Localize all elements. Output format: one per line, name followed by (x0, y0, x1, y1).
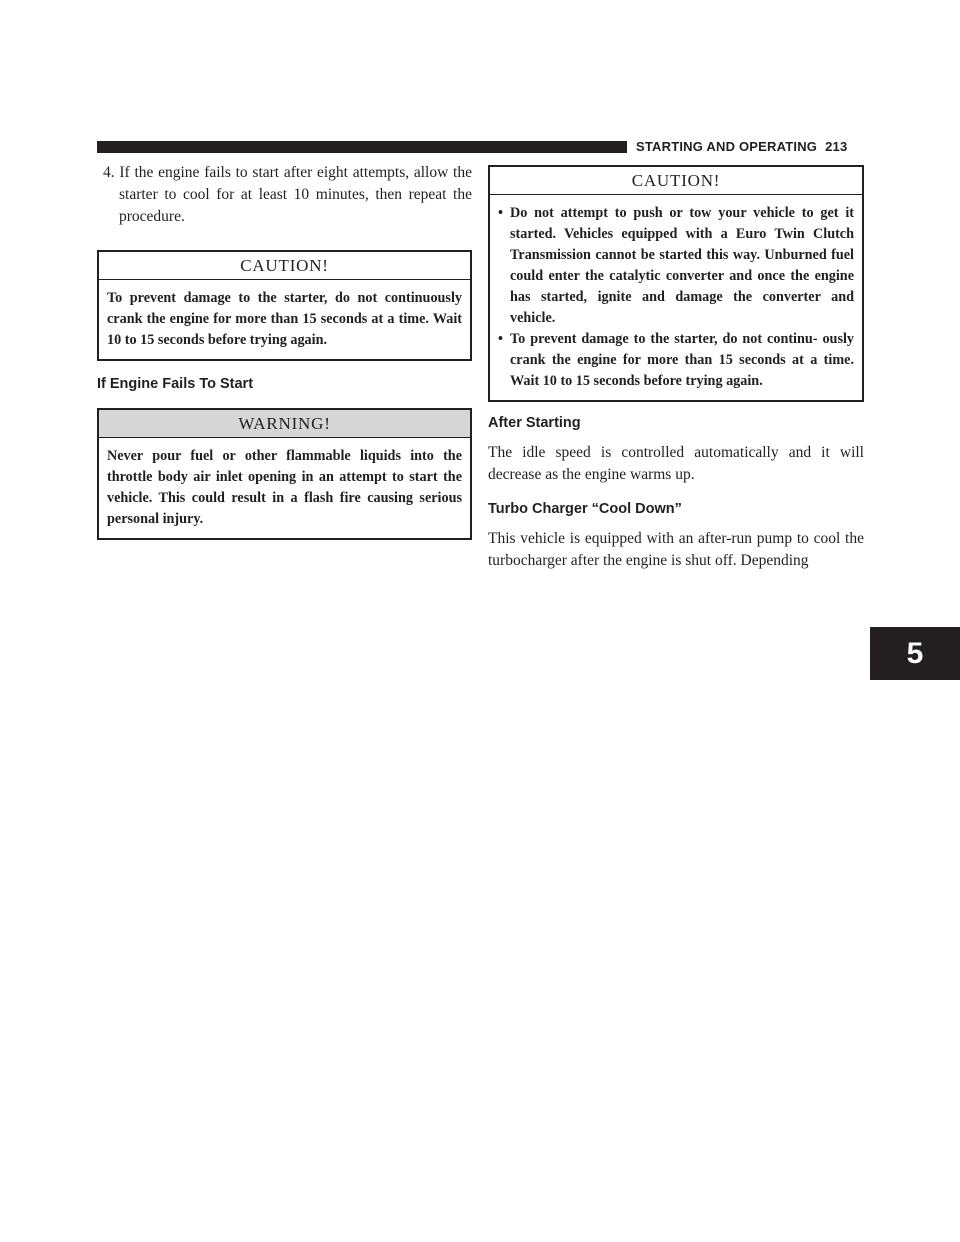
chapter-tab: 5 (870, 627, 960, 680)
bullet-item (498, 203, 854, 329)
running-header (636, 139, 847, 154)
procedure-step-4: 4. If the engine fails to start after eight attempts, allow the starter to cool for at least 10 minutes, then repeat the procedure. (103, 164, 472, 225)
caution-title: CAUTION! (99, 252, 470, 280)
bullet-icon: • (498, 205, 503, 221)
section-heading-turbo-cool-down: Turbo Charger “Cool Down” (488, 501, 682, 517)
section-heading-fails-to-start: If Engine Fails To Start (97, 376, 254, 392)
header-rule (97, 141, 627, 153)
right-column (488, 162, 864, 572)
bullet-text: To prevent damage to the starter, do not continu- ously crank the engine for more than 15 seconds at a time. Wait 10 to 15 seconds before trying again. (510, 331, 854, 389)
turbo-text: This vehicle is equipped with an after-run pump to cool the turbocharger after the engine is shut off. Depending (488, 530, 864, 569)
bullet-item (498, 329, 854, 392)
caution-box-starter (97, 250, 472, 361)
caution-text: To prevent damage to the starter, do not continuously crank the engine for more than 15 seconds at a time. Wait 10 to 15 seconds before trying again. (107, 290, 462, 348)
caution-box-push-start (488, 165, 864, 402)
caution-title: CAUTION! (490, 167, 862, 195)
bullet-text: Do not attempt to push or tow your vehicle to get it started. Vehicles equipped with a Euro Twin Clutch Transmission cannot be started this way. Unburned fuel could enter the catalytic converter and once the engine has started, ignite and damage the converter and vehicle. (510, 205, 854, 326)
left-column (97, 162, 472, 540)
section-name: STARTING AND OPERATING (636, 139, 818, 154)
page-number: 213 (825, 139, 848, 154)
warning-text: Never pour fuel or other flammable liquids into the throttle body air inlet opening in an attempt to start the vehicle. This could result in a flash fire causing serious personal injury. (107, 448, 462, 527)
section-heading-after-starting: After Starting (488, 415, 581, 431)
after-starting-text: The idle speed is controlled automatically and it will decrease as the engine warms up. (488, 444, 864, 483)
caution-bullets (490, 195, 862, 400)
warning-title: WARNING! (99, 410, 470, 438)
warning-box (97, 408, 472, 540)
bullet-icon: • (498, 331, 503, 347)
